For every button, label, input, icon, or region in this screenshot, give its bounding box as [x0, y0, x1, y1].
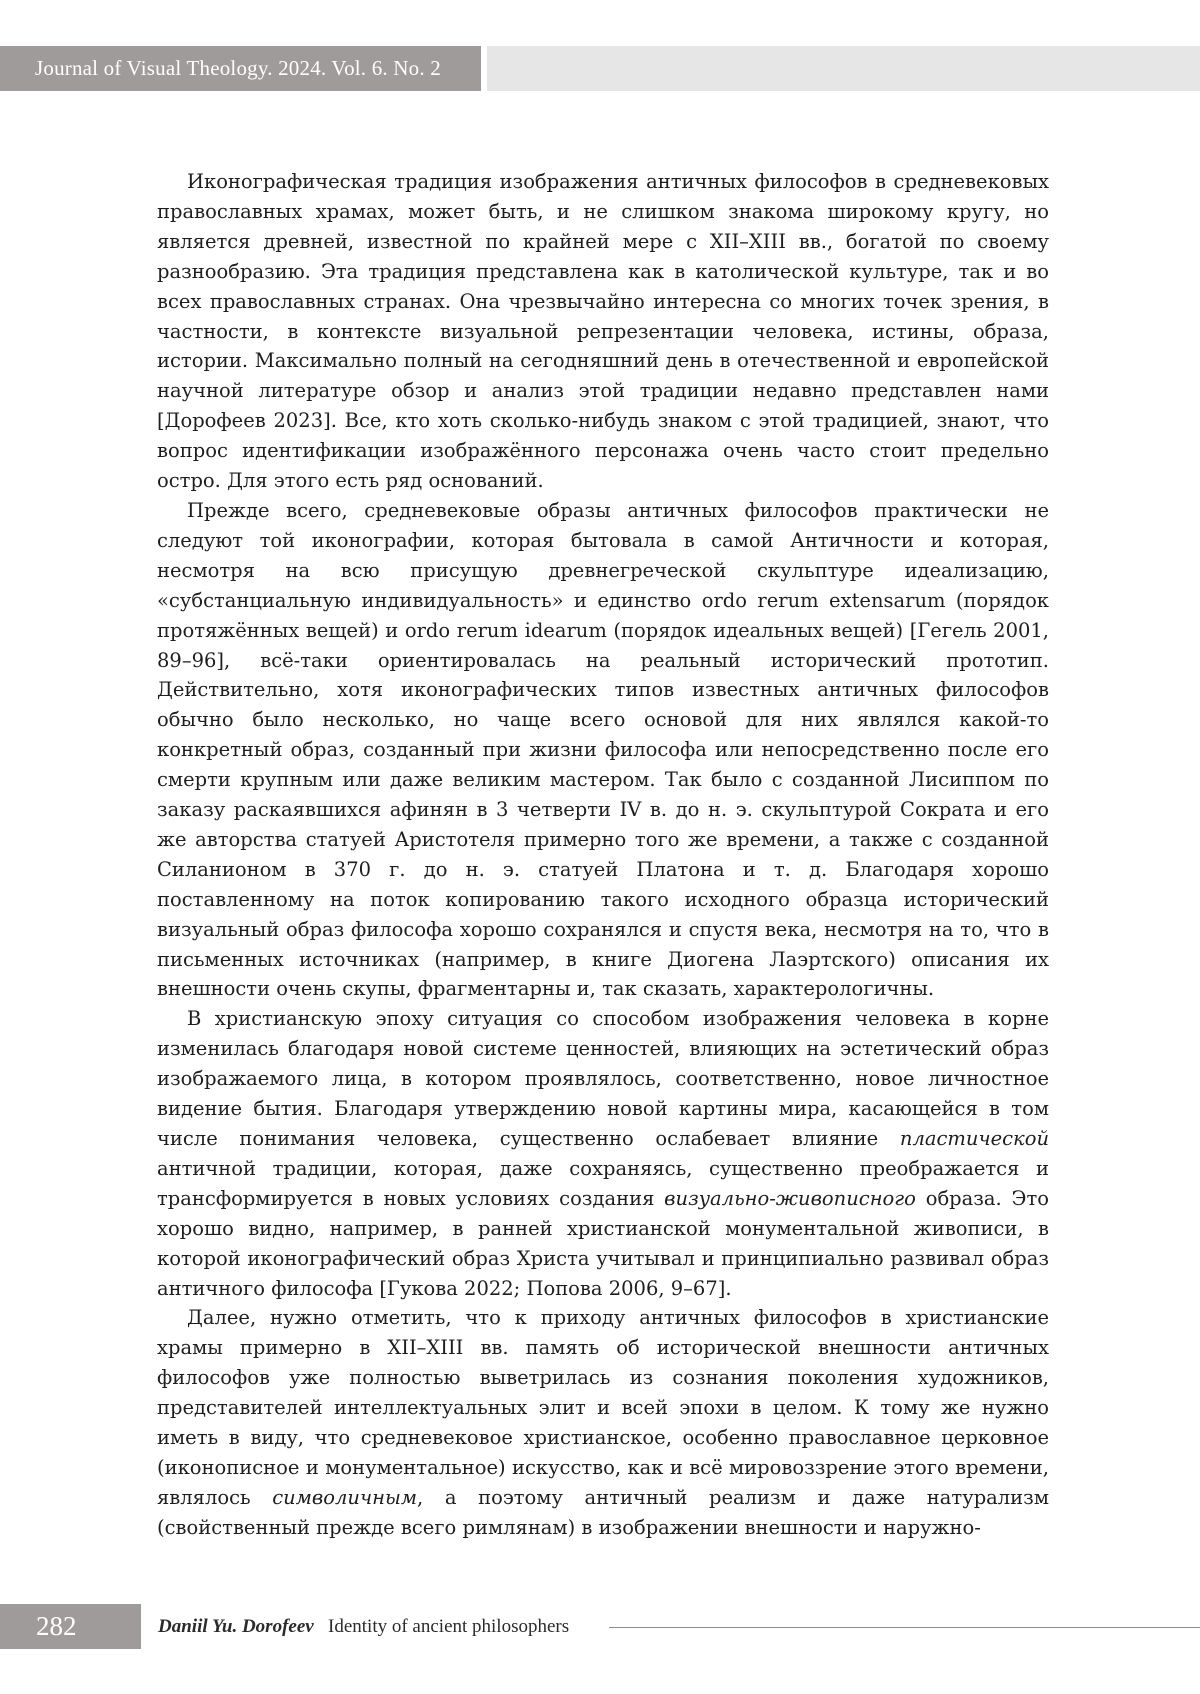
- paragraph: [157, 1004, 1049, 1303]
- italic-term: пластической: [900, 1127, 1049, 1150]
- text-run: , а поэтому античный реализм и даже натурализм (свойственный прежде всего римлянам) в изображении внешности и наружно-: [157, 1486, 1049, 1539]
- footer-rule: [609, 1627, 1200, 1628]
- page-number: 282: [36, 1611, 77, 1641]
- text-run: Далее, нужно отметить, что к приходу античных философов в христианские храмы примерно в XII–XIII вв. память об исторической внешности античных философов уже полностью выветрилась из сознания поколения художников, представителей интеллектуальных элит и всей эпохи в целом. К тому же нужно иметь в виду, что средневековое христианское, особенно православное церковное (иконописное и монументальное) искусство, как и всё мировоззрение этого времени, являлось: [157, 1306, 1049, 1508]
- text-run: В христианскую эпоху ситуация со способом изображения человека в корне изменилась благодаря новой системе ценностей, влияющих на эстетический образ изображаемого лица, в котором проявлялось, соответственно, новое личностное видение бытия. Благодаря утверждению новой картины мира, касающейся в том числе понимания человека, существенно ослабевает влияние: [157, 1007, 1049, 1150]
- footer-author: Daniil Yu. Dorofeev: [158, 1613, 314, 1641]
- text-run: Иконографическая традиция изображения античных философов в средневековых православных храмах, может быть, и не слишком знакома широкому кругу, но является древней, известной по крайней мере с XII–XIII вв., богатой по своему разнообразию. Эта традиция представлена как в католической культуре, так и во всех православных странах. Она чрезвычайно интересна со многих точек зрения, в частности, в контексте визуальной репрезентации человека, истины, образа, истории. Максимально полный на сегодняшний день в отечественной и европейской научной литературе обзор и анализ этой традиции недавно представлен нами [Дорофеев 2023]. Все, кто хоть сколько-нибудь знаком с этой традицией, знают, что вопрос идентификации изображённого персонажа очень часто стоит предельно остро. Для этого есть ряд оснований.: [157, 170, 1049, 492]
- italic-term: символичным: [272, 1486, 417, 1509]
- journal-title: Journal of Visual Theology. 2024. Vol. 6. No. 2: [35, 56, 441, 80]
- paragraph: [157, 1303, 1049, 1542]
- text-run: образа. Это хорошо видно, например, в ранней христианской монументальной живописи, в которой иконографический образ Христа учитывал и принципиально развивал образ античного философа [Гукова 2022; Попова 2006, 9–67].: [157, 1187, 1049, 1300]
- italic-term: визуально-живописного: [664, 1187, 916, 1210]
- article-body: [157, 167, 1049, 1543]
- paragraph: [157, 167, 1049, 496]
- header-bar: [487, 46, 1200, 91]
- footer-running-title: Identity of ancient philosophers: [328, 1613, 569, 1641]
- page-number-box: [0, 1604, 141, 1649]
- text-run: Прежде всего, средневековые образы античных философов практически не следуют той иконографии, которая бытовала в самой Античности и которая, несмотря на всю присущую древнегреческой скульптуре идеализацию, «субстанциальную индивидуальность» и единство ordo rerum extensarum (порядок протяжённых вещей) и ordo rerum idearum (порядок идеальных вещей) [Гегель 2001, 89–96], всё-таки ориентировалась на реальный исторический прототип. Действительно, хотя иконографических типов известных античных философов обычно было несколько, но чаще всего основой для них являлся какой-то конкретный образ, созданный при жизни философа или непосредственно после его смерти крупным или даже великим мастером. Так было с созданной Лисиппом по заказу раскаявшихся афинян в 3 четверти IV в. до н. э. скульптурой Сократа и его же авторства статуей Аристотеля примерно того же времени, а также с созданной Силанионом в 370 г. до н. э. статуей Платона и т. д. Благодаря хорошо поставленному на поток копированию такого исходного образца исторический визуальный образ философа хорошо сохранялся и спустя века, несмотря на то, что в письменных источниках (например, в книге Диогена Лаэртского) описания их внешности очень скупы, фрагментарны и, так сказать, характерологичны.: [157, 499, 1049, 1001]
- text-run: античной традиции, которая, даже сохраняясь, существенно преображается и трансформируется в новых условиях создания: [157, 1157, 1049, 1210]
- journal-header: [0, 46, 481, 91]
- paragraph: [157, 496, 1049, 1004]
